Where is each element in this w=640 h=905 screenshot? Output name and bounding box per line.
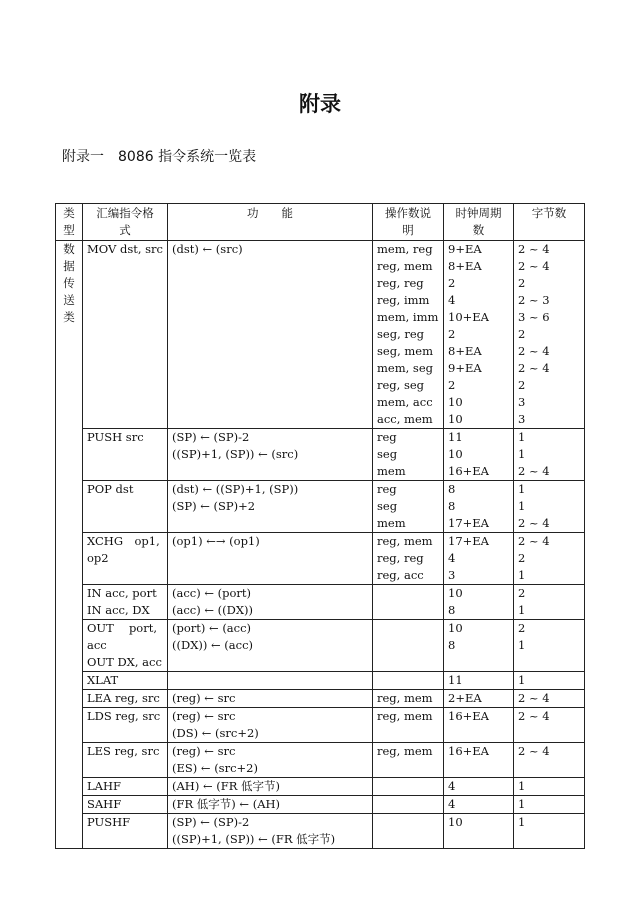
function-cell: (op1) ←→ (op1) — [168, 533, 373, 585]
function-cell: (dst) ← (src) — [168, 241, 373, 429]
format-cell: MOV dst, src — [83, 241, 168, 429]
format-cell: LAHF — [83, 778, 168, 796]
operands-cell — [373, 672, 444, 690]
clocks-cell: 4 — [444, 796, 514, 814]
clocks-cell: 2+EA — [444, 690, 514, 708]
header-operands: 操作数说 明 — [373, 204, 444, 241]
operands-cell: reg seg mem — [373, 481, 444, 533]
table-row — [56, 690, 585, 708]
clocks-cell: 16+EA — [444, 743, 514, 778]
table-row — [56, 429, 585, 481]
function-cell — [168, 672, 373, 690]
header-clocks: 时钟周期 数 — [444, 204, 514, 241]
format-cell: PUSHF — [83, 814, 168, 849]
clocks-cell: 9+EA 8+EA 2 4 10+EA 2 8+EA 9+EA 2 10 10 — [444, 241, 514, 429]
format-cell: LES reg, src — [83, 743, 168, 778]
header-type: 类 型 — [56, 204, 83, 241]
bytes-cell: 2 1 — [514, 620, 585, 672]
header-bytes: 字节数 — [514, 204, 585, 241]
operands-cell — [373, 796, 444, 814]
table-header-row — [56, 204, 585, 241]
format-cell: SAHF — [83, 796, 168, 814]
function-cell: (port) ← (acc) ((DX)) ← (acc) — [168, 620, 373, 672]
bytes-cell: 1 1 2 ~ 4 — [514, 481, 585, 533]
bytes-cell: 2 1 — [514, 585, 585, 620]
bytes-cell: 2 ~ 4 — [514, 743, 585, 778]
operands-cell — [373, 620, 444, 672]
operands-cell: reg, mem reg, reg reg, acc — [373, 533, 444, 585]
table-row — [56, 481, 585, 533]
clocks-cell: 10 8 — [444, 585, 514, 620]
format-cell: OUT port, acc OUT DX, acc — [83, 620, 168, 672]
function-cell: (reg) ← src (DS) ← (src+2) — [168, 708, 373, 743]
operands-cell: reg, mem — [373, 690, 444, 708]
header-format: 汇编指令格 式 — [83, 204, 168, 241]
table-row — [56, 708, 585, 743]
clocks-cell: 16+EA — [444, 708, 514, 743]
table-row — [56, 672, 585, 690]
function-cell: (SP) ← (SP)-2 ((SP)+1, (SP)) ← (src) — [168, 429, 373, 481]
clocks-cell: 17+EA 4 3 — [444, 533, 514, 585]
table-row — [56, 743, 585, 778]
clocks-cell: 11 10 16+EA — [444, 429, 514, 481]
clocks-cell: 8 8 17+EA — [444, 481, 514, 533]
header-function: 功 能 — [168, 204, 373, 241]
function-cell: (acc) ← (port) (acc) ← ((DX)) — [168, 585, 373, 620]
operands-cell — [373, 814, 444, 849]
page-title: 附录 — [299, 92, 341, 116]
bytes-cell: 1 1 2 ~ 4 — [514, 429, 585, 481]
operands-cell — [373, 585, 444, 620]
clocks-cell: 10 — [444, 814, 514, 849]
format-cell: LEA reg, src — [83, 690, 168, 708]
format-cell: PUSH src — [83, 429, 168, 481]
bytes-cell: 1 — [514, 778, 585, 796]
operands-cell: reg, mem — [373, 708, 444, 743]
section-title: 附录一 8086 指令系统一览表 — [62, 149, 257, 165]
function-cell: (reg) ← src — [168, 690, 373, 708]
operands-cell: reg seg mem — [373, 429, 444, 481]
table-row — [56, 533, 585, 585]
instruction-table — [55, 203, 585, 849]
format-cell: XLAT — [83, 672, 168, 690]
category-cell: 数 据 传 送 类 — [56, 241, 83, 849]
table-row — [56, 778, 585, 796]
bytes-cell: 1 — [514, 672, 585, 690]
bytes-cell: 2 ~ 4 2 1 — [514, 533, 585, 585]
table-row — [56, 814, 585, 849]
bytes-cell: 1 — [514, 796, 585, 814]
table-row — [56, 241, 585, 429]
operands-cell: mem, reg reg, mem reg, reg reg, imm mem, imm seg, reg seg, mem mem, seg reg, seg mem, acc acc, mem — [373, 241, 444, 429]
bytes-cell: 2 ~ 4 — [514, 708, 585, 743]
bytes-cell: 2 ~ 4 2 ~ 4 2 2 ~ 3 3 ~ 6 2 2 ~ 4 2 ~ 4 2 3 3 — [514, 241, 585, 429]
format-cell: LDS reg, src — [83, 708, 168, 743]
operands-cell — [373, 778, 444, 796]
operands-cell: reg, mem — [373, 743, 444, 778]
table-row — [56, 620, 585, 672]
table-row — [56, 585, 585, 620]
function-cell: (AH) ← (FR 低字节) — [168, 778, 373, 796]
clocks-cell: 11 — [444, 672, 514, 690]
format-cell: IN acc, port IN acc, DX — [83, 585, 168, 620]
clocks-cell: 4 — [444, 778, 514, 796]
format-cell: POP dst — [83, 481, 168, 533]
function-cell: (reg) ← src (ES) ← (src+2) — [168, 743, 373, 778]
table-row — [56, 796, 585, 814]
format-cell: XCHG op1, op2 — [83, 533, 168, 585]
function-cell: (SP) ← (SP)-2 ((SP)+1, (SP)) ← (FR 低字节) — [168, 814, 373, 849]
clocks-cell: 10 8 — [444, 620, 514, 672]
function-cell: (FR 低字节) ← (AH) — [168, 796, 373, 814]
bytes-cell: 1 — [514, 814, 585, 849]
function-cell: (dst) ← ((SP)+1, (SP)) (SP) ← (SP)+2 — [168, 481, 373, 533]
bytes-cell: 2 ~ 4 — [514, 690, 585, 708]
